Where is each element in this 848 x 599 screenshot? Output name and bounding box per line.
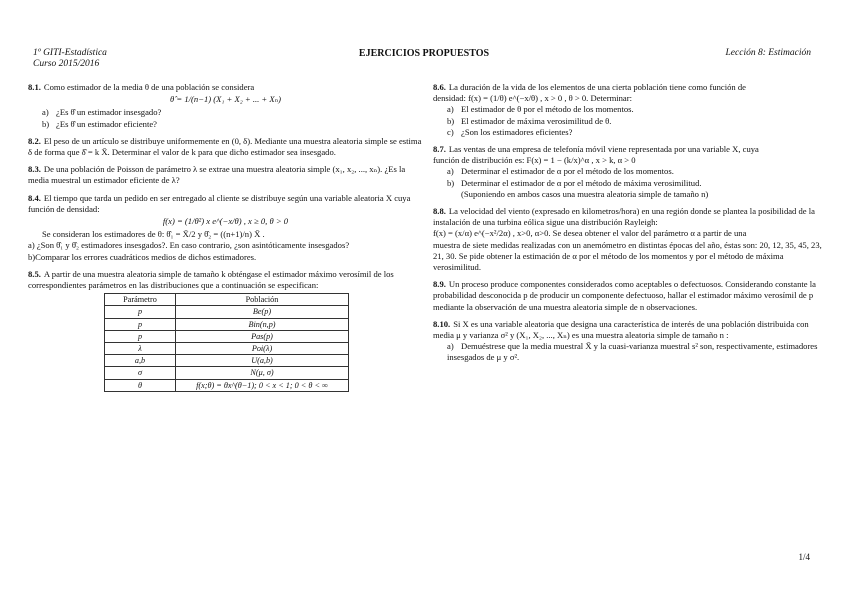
exercise-8-10: [433, 319, 828, 364]
exercise-8-2: [28, 136, 423, 158]
page-number: 1/4: [798, 552, 810, 562]
table-row: p Bin(n,p): [105, 318, 349, 330]
exercise-8-6: [433, 82, 828, 138]
exercise-number: 8.2.: [28, 135, 41, 146]
table-row: σ N(μ, σ): [105, 367, 349, 379]
lesson-label: Lección 8: Estimación: [725, 48, 811, 58]
exercise-text: Si X es una variable aleatoria que designa una característica de interés de una población distribuida con media μ y varianza σ² y (X₁, X₂, ..., Xₙ) es una muestra aleatoria simple de tamaño n :: [433, 318, 809, 341]
subquestion-a: a) ¿Es θ̂ un estimador insesgado?: [42, 107, 162, 118]
table-row: p Pas(p): [105, 330, 349, 342]
table-header-row: [105, 294, 349, 306]
right-column: [433, 82, 828, 370]
subquestion-a: a) ¿Son θ̂₁ y θ̂₂ estimadores insesgados?. En caso contrario, ¿son asintóticamente insesgados?: [28, 240, 350, 251]
formula: θ̂ = 1/(n−1) (X₁ + X₂ + ... + Xₙ): [170, 94, 281, 105]
exercise-8-8: [433, 206, 828, 273]
left-column: [28, 82, 423, 398]
subquestion-a: a) El estimador de θ por el método de los momentos.: [447, 104, 634, 115]
exercise-8-5: [28, 269, 423, 392]
note: (Suponiendo en ambos casos una muestra aleatoria simple de tamaño n): [461, 188, 709, 199]
exercise-text: La velocidad del viento (expresado en kilometros/hora) en una región donde se plantea la posibilidad de la instalación de una turbina eólica sigue una distribución Rayleigh:: [433, 206, 815, 228]
exercise-8-3: [28, 164, 423, 186]
exercise-number: 8.9.: [433, 279, 446, 290]
estimators-line: Se consideran los estimadores de θ: θ̂₁ = X̄/2 y θ̂₂ = ((n+1)/n) X̄ .: [42, 229, 265, 240]
table-row: a,b U(a,b): [105, 355, 349, 367]
exercise-number: 8.7.: [433, 144, 446, 155]
subquestion-a: a) Demuéstrese que la media muestral X̄ y la cuasi-varianza muestral s² son, respectivamente, estimadores insesgados de μ y σ².: [447, 341, 818, 363]
exercise-text: El peso de un artículo se distribuye uniformemente en (0, δ). Mediante una muestra aleatoria simple se estima δ de forma que δ̂ = k X̄. Determinar el valor de k para que dicho estimador sea insesgado.: [28, 135, 422, 158]
exercise-number: 8.8.: [433, 206, 446, 217]
exercise-8-9: [433, 279, 828, 313]
course-label: 1º GITI-Estadística: [33, 48, 107, 58]
exercise-8-7: [433, 144, 828, 200]
table-header: Parámetro: [105, 294, 176, 306]
density-line: densidad: f(x) = (1/θ) e^(−x/θ) , x > 0 , θ > 0. Determinar:: [433, 93, 632, 104]
table-header: Población: [176, 294, 349, 306]
exercise-text: De una población de Poisson de parámetro λ se extrae una muestra aleatoria simple (x₁, x₂, ..., xₙ). ¿Es la media muestral un estimador eficiente de λ?: [28, 164, 406, 186]
exercise-number: 8.3.: [28, 164, 41, 175]
exercise-number: 8.4.: [28, 192, 41, 203]
exercise-text: A partir de una muestra aleatoria simple de tamaño k obténgase el estimador máximo verosímil de los correspondientes parámetros en las distribuciones que a continuación se especifican:: [28, 268, 394, 291]
parameter-table: [104, 293, 349, 392]
rayleigh-line: f(x) = (x/α) e^(−x²/2α) , x>0, α>0. Se desea obtener el valor del parámetro α a partir de una: [433, 228, 747, 239]
exercise-8-4: [28, 193, 423, 263]
subquestion-b: b) ¿Es θ̂ un estimador eficiente?: [42, 118, 157, 129]
subquestion-a: a) Determinar el estimador de α por el método de los momentos.: [447, 166, 674, 177]
subquestion-b: b) Determinar el estimador de α por el método de máxima verosimilitud.: [447, 177, 702, 188]
exercise-text: Las ventas de una empresa de telefonía móvil viene representada por una variable X, cuya: [448, 144, 759, 155]
subquestion-b: b) El estimador de máxima verosimilitud de θ.: [447, 115, 612, 126]
table-row: λ Poi(λ): [105, 343, 349, 355]
table-row: θ f(x;θ) = θx^(θ−1); 0 < x < 1; 0 < θ < ∞: [105, 379, 349, 391]
year-label: Curso 2015/2016: [33, 59, 100, 69]
formula: f(x) = (1/θ²) x e^(−x/θ) , x ≥ 0, θ > 0: [162, 216, 289, 227]
exercise-text: El tiempo que tarda un pedido en ser entregado al cliente se distribuye según una variable aleatoria X cuya función de densidad:: [28, 192, 411, 214]
subquestion-b: b)Comparar los errores cuadráticos medios de dichos estimadores.: [28, 251, 257, 262]
table-row: p Be(p): [105, 306, 349, 318]
exercise-number: 8.6.: [433, 82, 446, 92]
exercise-number: 8.1.: [28, 82, 41, 92]
exercise-text: La duración de la vida de los elementos de una cierta población tiene como función de: [448, 82, 746, 92]
sample-line: muestra de siete medidas realizadas con un anemómetro en distintas épocas del año, éstas son: 20, 12, 35, 45, 23, 21, 30. Se pide obtener la estimación de α por el método de los momentos y por el método de máxima verosimilitud.: [433, 239, 822, 273]
subquestion-c: c) ¿Son los estimadores eficientes?: [447, 126, 573, 137]
exercise-text: Como estimador de la media θ de una población se considera: [43, 82, 255, 92]
distribution-line: función de distribución es: F(x) = 1 − (k/x)^α , x > k, α > 0: [433, 155, 636, 166]
exercise-number: 8.5.: [28, 268, 41, 279]
exercise-number: 8.10.: [433, 318, 451, 329]
exercise-8-1: [28, 82, 423, 130]
page-title: EJERCICIOS PROPUESTOS: [358, 48, 490, 59]
exercise-text: Un proceso produce componentes considerados como aceptables o defectuosos. Considerando constante la probabilidad desconocida p de producir un componente defectuoso, hallar el estimador máximo verosímil de p mediante la observación de una muestra aleatoria simple de n observaciones.: [433, 279, 816, 312]
